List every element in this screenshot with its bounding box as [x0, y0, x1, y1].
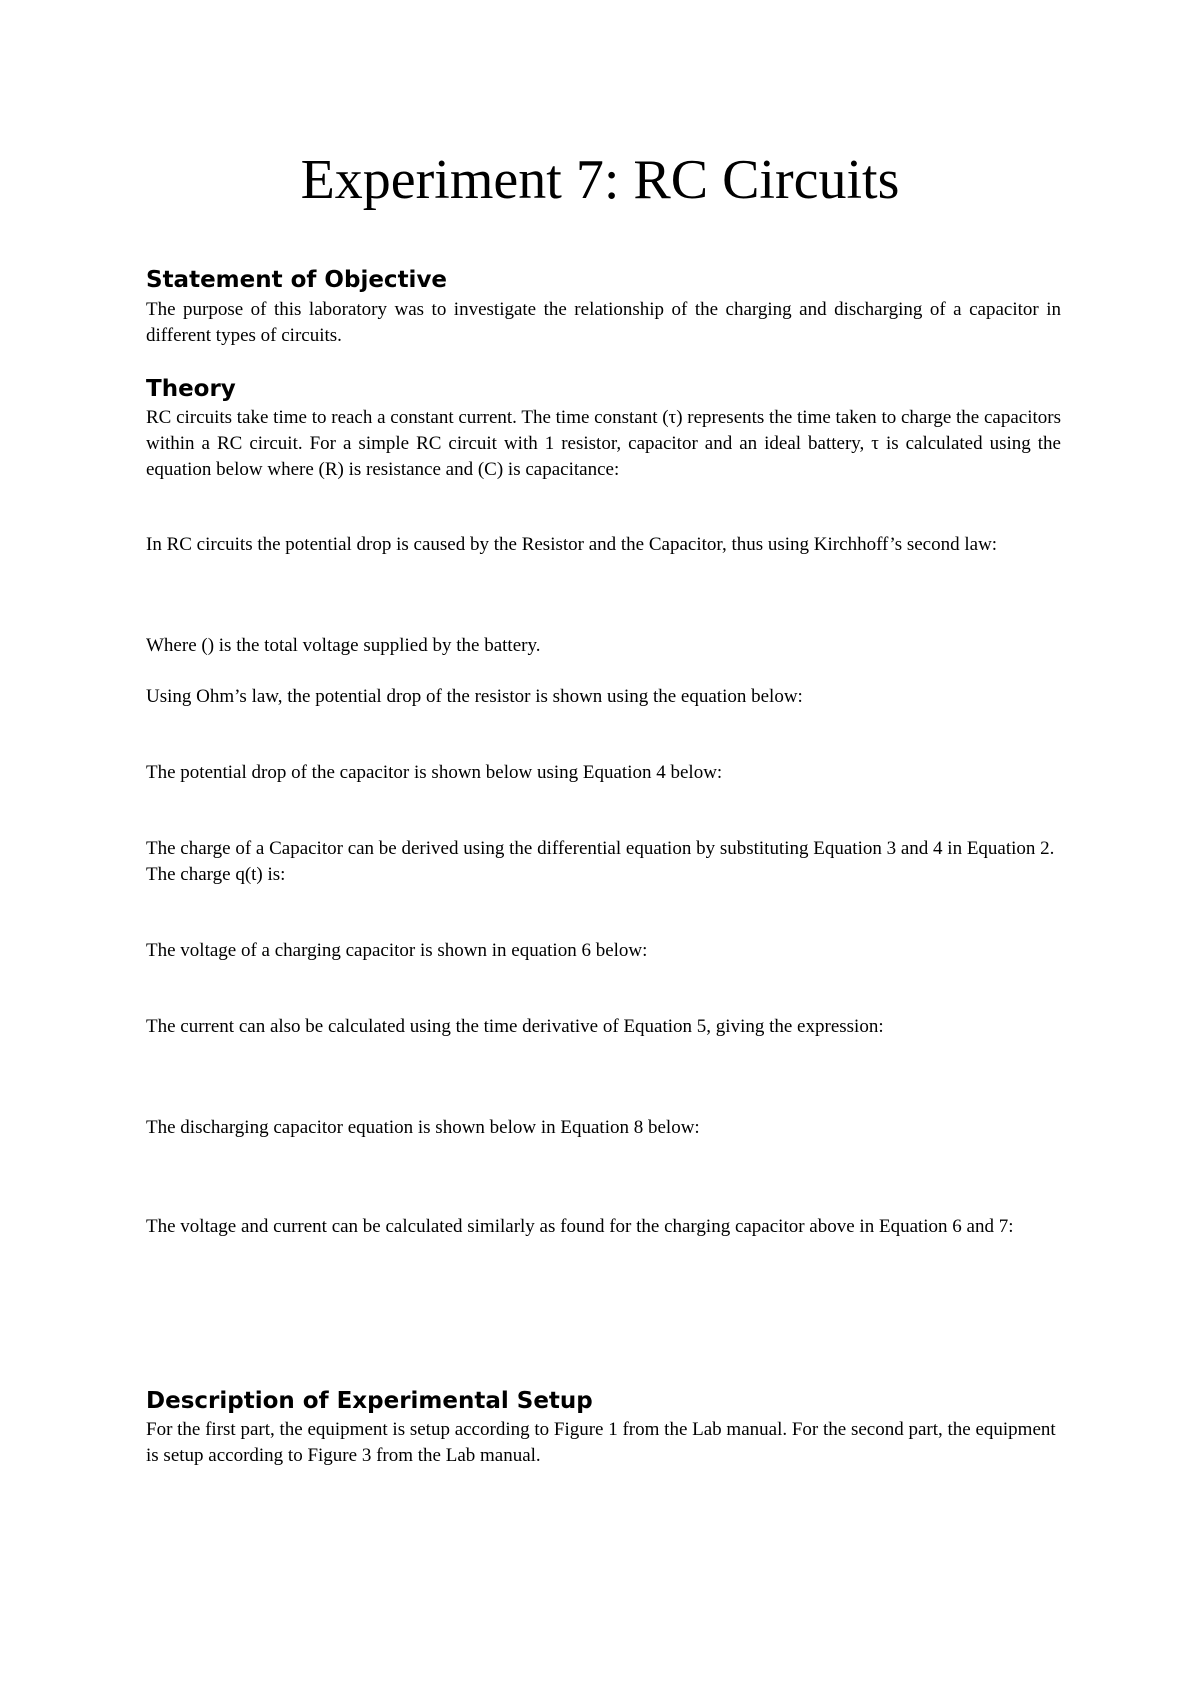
- objective-heading: Statement of Objective: [146, 267, 448, 293]
- objective-text: The purpose of this laboratory was to investigate the relationship of the charging and discharging of a capacitor in different types of circuits.: [146, 299, 1061, 346]
- theory-paragraph-4: Using Ohm’s law, the potential drop of the resistor is shown using the equation below:: [146, 686, 803, 707]
- theory-heading: Theory: [146, 376, 236, 402]
- theory-paragraph-5: The potential drop of the capacitor is shown below using Equation 4 below:: [146, 762, 723, 783]
- theory-paragraph-7: The voltage of a charging capacitor is shown in equation 6 below:: [146, 940, 648, 961]
- theory-paragraph-3: Where () is the total voltage supplied by the battery.: [146, 635, 541, 656]
- theory-paragraph-1: RC circuits take time to reach a constant current. The time constant (τ) represents the time taken to charge the capacitors within a RC circuit. For a simple RC circuit with 1 resistor, capacitor and an ideal battery, τ is calculated using the equation below where (R) is resistance and (C) is capacitance:: [146, 407, 1061, 480]
- setup-heading: Description of Experimental Setup: [146, 1388, 593, 1414]
- setup-text: For the first part, the equipment is setup according to Figure 1 from the Lab manual. For the second part, the equipment is setup according to Figure 3 from the Lab manual.: [146, 1419, 1056, 1466]
- theory-paragraph-9: The discharging capacitor equation is shown below in Equation 8 below:: [146, 1117, 700, 1138]
- theory-paragraph-2: In RC circuits the potential drop is caused by the Resistor and the Capacitor, thus using Kirchhoff’s second law:: [146, 534, 998, 555]
- theory-paragraph-6: The charge of a Capacitor can be derived using the differential equation by substituting Equation 3 and 4 in Equation 2. The charge q(t) is:: [146, 838, 1055, 885]
- theory-paragraph-10: The voltage and current can be calculated similarly as found for the charging capacitor above in Equation 6 and 7:: [146, 1216, 1014, 1237]
- page-title: Experiment 7: RC Circuits: [300, 149, 900, 211]
- theory-paragraph-8: The current can also be calculated using the time derivative of Equation 5, giving the expression:: [146, 1016, 884, 1037]
